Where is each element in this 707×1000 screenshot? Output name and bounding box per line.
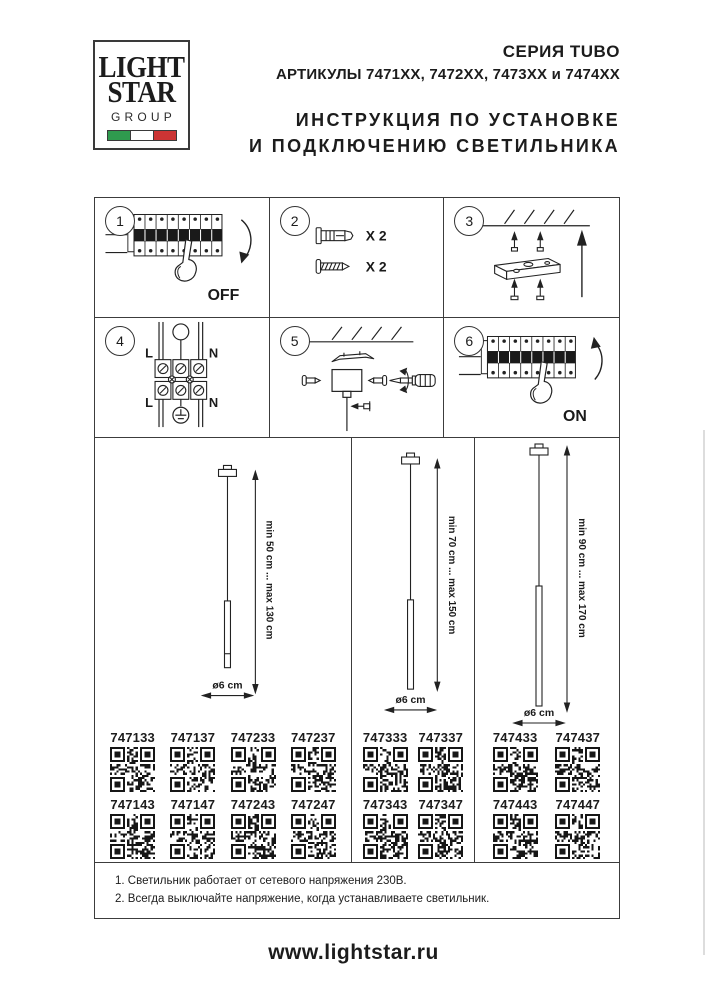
- articles-row: [95, 795, 351, 859]
- qr-code: [170, 814, 215, 859]
- qr-code: [493, 747, 538, 792]
- article-item: [291, 795, 336, 859]
- article-number: 747243: [230, 797, 276, 812]
- screwdriver-icon: [389, 375, 435, 387]
- scan-artifact: [703, 430, 705, 955]
- height-arrow-icon: [565, 447, 570, 711]
- article-number: 747133: [110, 730, 155, 745]
- diameter-arrow-icon: [203, 693, 253, 698]
- logo-word-light: LIGHT: [98, 50, 185, 84]
- ceiling-icon: [471, 210, 590, 226]
- article-item: [110, 728, 155, 792]
- lightstar-logo: [93, 40, 190, 150]
- height-range-label: min 50 cm ... max 130 cm: [263, 520, 275, 640]
- articles-row: [95, 728, 351, 792]
- articles-row: [352, 795, 474, 859]
- up-arrow-icon: [577, 230, 587, 297]
- note-line-1: 1. Светильник работает от сетевого напряжения 230В.: [115, 875, 407, 887]
- qr-code: [555, 814, 600, 859]
- pendant-lamp-short-icon: [95, 438, 351, 728]
- step-3-panel: [444, 198, 619, 318]
- ground-symbol-icon: [173, 407, 189, 423]
- step-number-badge: 6: [454, 326, 484, 356]
- qr-code: [110, 747, 155, 792]
- height-range-label: min 70 cm ... max 150 cm: [446, 515, 458, 635]
- mounting-bracket-icon: [495, 258, 560, 279]
- article-number: 747147: [170, 797, 216, 812]
- articles-row: [475, 728, 618, 792]
- step-number-badge: 1: [105, 206, 135, 236]
- lamp-symbol-icon: [173, 324, 189, 340]
- terminal-label-N-bottom: N: [208, 395, 219, 411]
- qr-code: [231, 747, 276, 792]
- step-1-panel: [95, 198, 270, 318]
- set-screw-icon: [352, 401, 370, 411]
- note-line-2: 2. Всегда выключайте напряжение, когда устанавливаете светильник.: [115, 893, 490, 906]
- screw-qty-label: X 2: [365, 258, 387, 275]
- articles-line: АРТИКУЛЫ 7471XX, 7472XX, 7473XX и 7474XX: [276, 66, 620, 83]
- qr-code: [418, 814, 463, 859]
- on-label: ON: [563, 408, 588, 426]
- article-number: 747333: [362, 730, 408, 745]
- diameter-label: ø6 cm: [395, 695, 426, 707]
- notes-box: [95, 862, 619, 918]
- article-item: [231, 728, 276, 792]
- step-number-badge: 5: [280, 326, 310, 356]
- products-section: [95, 438, 619, 862]
- screw-icon: [316, 259, 349, 273]
- screw-icon: [511, 280, 544, 299]
- step-4-panel: [95, 318, 270, 438]
- wall-plug-icon: [512, 233, 544, 251]
- bracket-icon: [332, 351, 374, 361]
- qr-code: [291, 747, 336, 792]
- diameter-arrow-icon: [386, 707, 436, 712]
- pendant-lamp-long-icon: [475, 438, 618, 728]
- article-item: [493, 795, 538, 859]
- article-number: 747137: [170, 730, 216, 745]
- article-number: 747233: [230, 730, 276, 745]
- terminal-label-L-top: L: [145, 345, 154, 361]
- canopy-icon: [332, 370, 362, 431]
- qr-code: [555, 747, 600, 792]
- steps-grid: [95, 198, 619, 438]
- diameter-label: ø6 cm: [212, 680, 243, 692]
- article-item: [170, 795, 215, 859]
- product-column-7473xx: [352, 438, 475, 862]
- product-column-7471xx-7472xx: [95, 438, 352, 862]
- article-number: 747237: [290, 730, 336, 745]
- article-number: 747337: [418, 730, 464, 745]
- step-2-panel: [270, 198, 445, 318]
- step-5-panel: [270, 318, 445, 438]
- qr-code: [231, 814, 276, 859]
- article-number: 747343: [362, 797, 408, 812]
- article-item: [555, 728, 600, 792]
- article-number: 747143: [110, 797, 155, 812]
- logo-word-group: GROUP: [110, 110, 176, 125]
- rotate-down-arrow-icon: [241, 220, 251, 258]
- instruction-title: ИНСТРУКЦИЯ ПО УСТАНОВКЕ И ПОДКЛЮЧЕНИЮ СВЕТИЛЬНИКА: [249, 110, 620, 157]
- diameter-label: ø6 cm: [523, 707, 555, 719]
- step-number-badge: 4: [105, 326, 135, 356]
- qr-code: [110, 814, 155, 859]
- qr-code: [418, 747, 463, 792]
- wall-plug-icon: [316, 228, 353, 244]
- article-item: [110, 795, 155, 859]
- off-label: OFF: [207, 287, 240, 305]
- terminal-label-N-top: N: [208, 345, 219, 361]
- step-6-panel: [444, 318, 619, 438]
- product-column-7474xx: [475, 438, 618, 862]
- height-arrow-icon: [253, 471, 258, 692]
- article-item: [555, 795, 600, 859]
- article-item: [231, 795, 276, 859]
- step-number-badge: 2: [280, 206, 310, 236]
- step-number-badge: 3: [454, 206, 484, 236]
- terminal-block-icon: [155, 360, 207, 400]
- instruction-sheet: [94, 197, 620, 919]
- pendant-lamp-medium-icon: [352, 438, 474, 728]
- article-number: 747447: [555, 797, 601, 812]
- website-url: www.lightstar.ru: [268, 941, 439, 964]
- article-number: 747247: [290, 797, 336, 812]
- qr-code: [363, 814, 408, 859]
- diameter-arrow-icon: [514, 721, 564, 726]
- article-number: 747347: [418, 797, 464, 812]
- qr-code: [170, 747, 215, 792]
- plug-qty-label: X 2: [365, 227, 387, 244]
- article-item: [291, 728, 336, 792]
- logo-word-star: STAR: [107, 75, 176, 109]
- rotate-up-arrow-icon: [595, 344, 602, 380]
- article-item: [418, 795, 463, 859]
- italian-flag-icon: [107, 130, 177, 141]
- article-item: [363, 728, 408, 792]
- article-number: 747433: [492, 730, 538, 745]
- article-item: [170, 728, 215, 792]
- terminal-label-L-bottom: L: [145, 395, 154, 411]
- series-title: СЕРИЯ TUBO: [502, 42, 620, 61]
- article-number: 747443: [492, 797, 538, 812]
- qr-code: [493, 814, 538, 859]
- screw-icon: [368, 376, 386, 386]
- articles-row: [475, 795, 618, 859]
- article-number: 747437: [555, 730, 601, 745]
- qr-code: [363, 747, 408, 792]
- screw-icon: [302, 376, 320, 386]
- article-item: [493, 728, 538, 792]
- page-header: [93, 40, 620, 159]
- height-arrow-icon: [435, 460, 440, 690]
- ceiling-icon: [296, 327, 413, 342]
- height-range-label: min 90 cm ... max 170 cm: [576, 518, 587, 638]
- articles-row: [352, 728, 474, 792]
- article-item: [418, 728, 463, 792]
- article-item: [363, 795, 408, 859]
- qr-code: [291, 814, 336, 859]
